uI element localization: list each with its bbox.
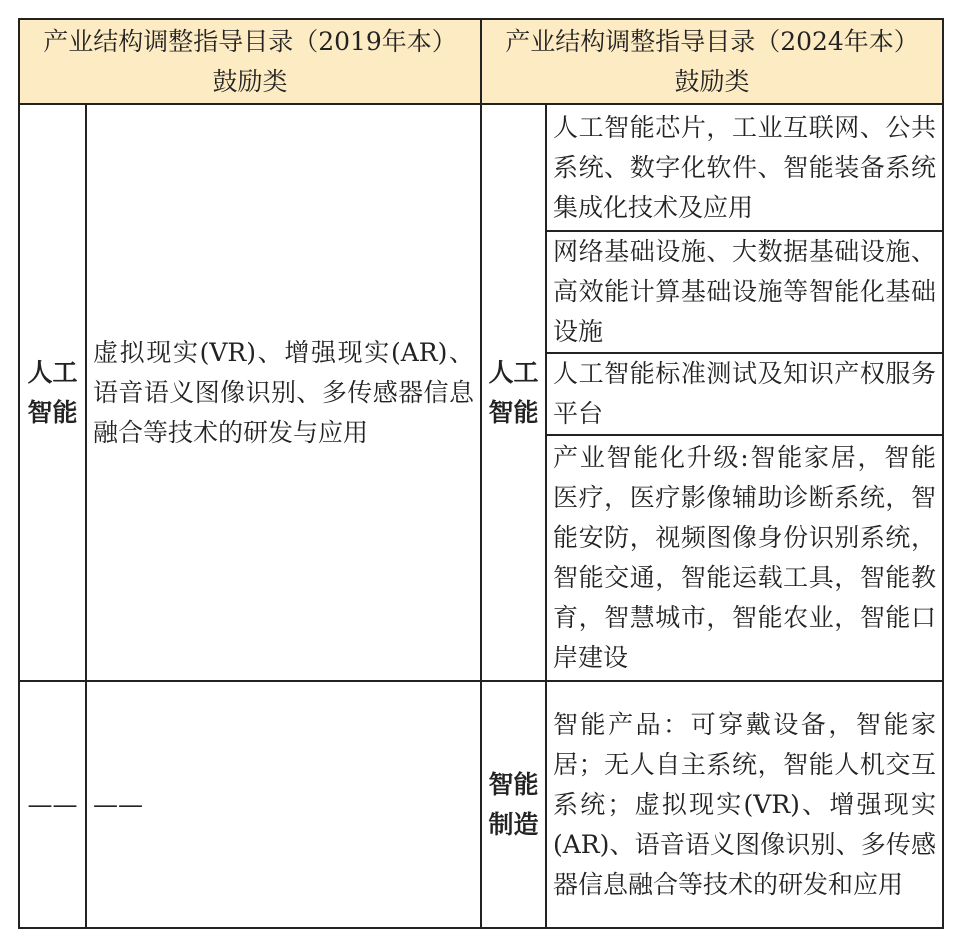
header-2024-subtitle: 鼓励类: [674, 66, 750, 96]
header-2019: [19, 19, 481, 104]
manufacturing-text-2019: ——: [86, 681, 481, 928]
header-2019-title: 产业结构调整指导目录（2019年本）: [43, 26, 457, 56]
header-row: [19, 19, 943, 104]
manufacturing-category-2019: ——: [19, 681, 86, 928]
header-2019-subtitle: 鼓励类: [212, 66, 288, 96]
header-2024-title: 产业结构调整指导目录（2024年本）: [505, 26, 919, 56]
ai-item-2024: 网络基础设施、大数据基础设施、高效能计算基础设施等智能化基础设施: [546, 231, 943, 353]
manufacturing-category-2024: 智能制造: [481, 681, 546, 928]
table-row: [19, 681, 943, 928]
comparison-table: [18, 18, 944, 929]
ai-item-2024: 产业智能化升级:智能家居，智能医疗，医疗影像辅助诊断系统，智能安防，视频图像身份识别系统，智能交通，智能运载工具，智能教育，智慧城市，智能农业，智能口岸建设: [546, 435, 943, 681]
ai-category-2019: 人工智能: [19, 104, 86, 681]
ai-text-2019: 虚拟现实(VR)、增强现实(AR)、语音语义图像识别、多传感器信息融合等技术的研发与应用: [86, 104, 481, 681]
ai-item-2024: 人工智能芯片，工业互联网、公共系统、数字化软件、智能装备系统集成化技术及应用: [546, 104, 943, 231]
manufacturing-text-2024: 智能产品：可穿戴设备，智能家居；无人自主系统，智能人机交互系统；虚拟现实(VR)、增强现实(AR)、语音语义图像识别、多传感器信息融合等技术的研发和应用: [546, 681, 943, 928]
ai-category-2024: 人工智能: [481, 104, 546, 681]
ai-item-2024: 人工智能标准测试及知识产权服务平台: [546, 353, 943, 435]
table-row: [19, 104, 943, 231]
header-2024: [481, 19, 943, 104]
